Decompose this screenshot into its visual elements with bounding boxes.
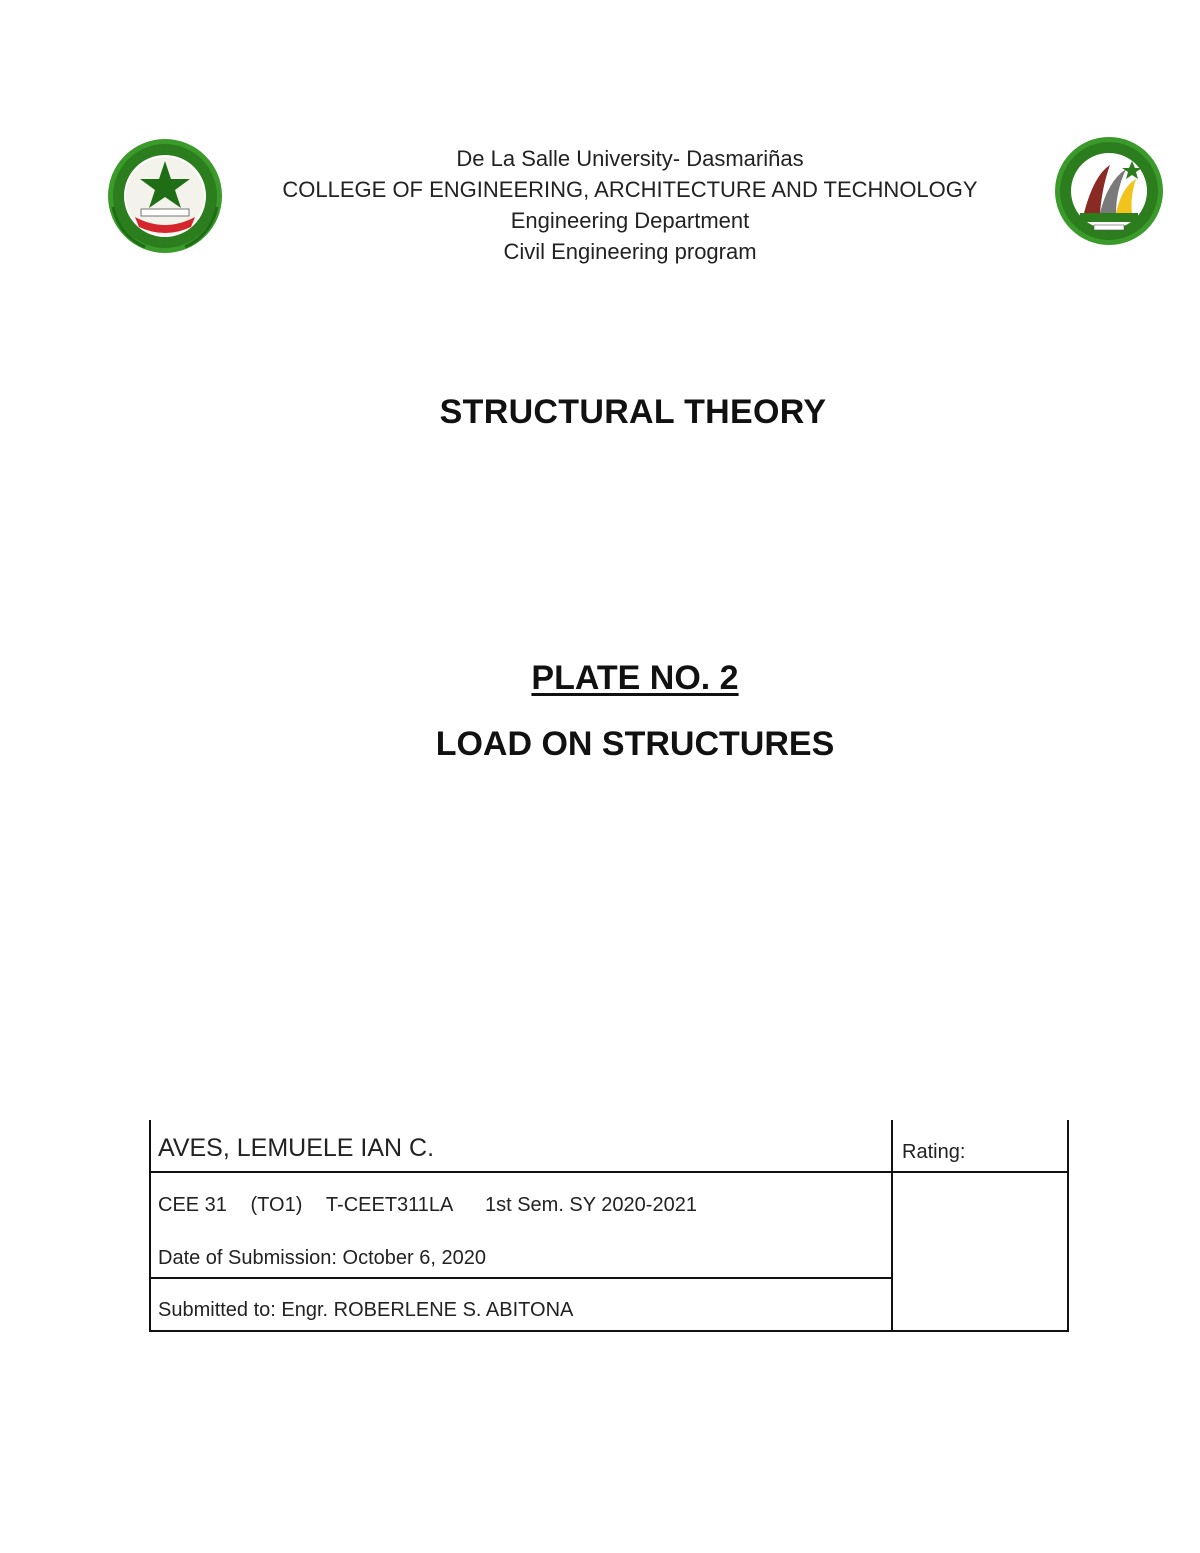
rating-label: Rating: <box>902 1141 966 1163</box>
table-border-left <box>149 1120 151 1332</box>
university-name: De La Salle University- Dasmariñas <box>456 146 804 171</box>
table-divider-row1 <box>149 1171 1069 1173</box>
table-divider-row3 <box>149 1277 893 1279</box>
section-code: (TO1) <box>250 1194 303 1216</box>
submitted-to: Submitted to: Engr. ROBERLENE S. ABITONA <box>158 1299 574 1321</box>
semester: 1st Sem. SY 2020-2021 <box>484 1194 697 1216</box>
course-title: STRUCTURAL THEORY <box>439 393 827 431</box>
plate-number: PLATE NO. 2 <box>531 659 739 697</box>
college-name: COLLEGE OF ENGINEERING, ARCHITECTURE AND TECHNOLOGY <box>282 177 978 202</box>
plate-title: LOAD ON STRUCTURES <box>435 725 835 763</box>
institution-header <box>230 143 1030 267</box>
table-border-bottom <box>149 1330 1069 1332</box>
university-seal-logo <box>104 137 226 255</box>
submission-info-table <box>149 1120 1070 1332</box>
program-name: Civil Engineering program <box>503 239 757 264</box>
date-of-submission: Date of Submission: October 6, 2020 <box>158 1247 486 1269</box>
college-seal-logo <box>1048 135 1170 247</box>
table-border-right <box>1067 1120 1069 1332</box>
course-code: CEE 31 <box>158 1194 227 1216</box>
department-name: Engineering Department <box>510 208 750 233</box>
course-details <box>158 1194 697 1217</box>
class-code: T-CEET311LA <box>325 1194 454 1216</box>
table-divider-vertical <box>891 1120 893 1332</box>
student-name: AVES, LEMUELE IAN C. <box>158 1134 435 1162</box>
